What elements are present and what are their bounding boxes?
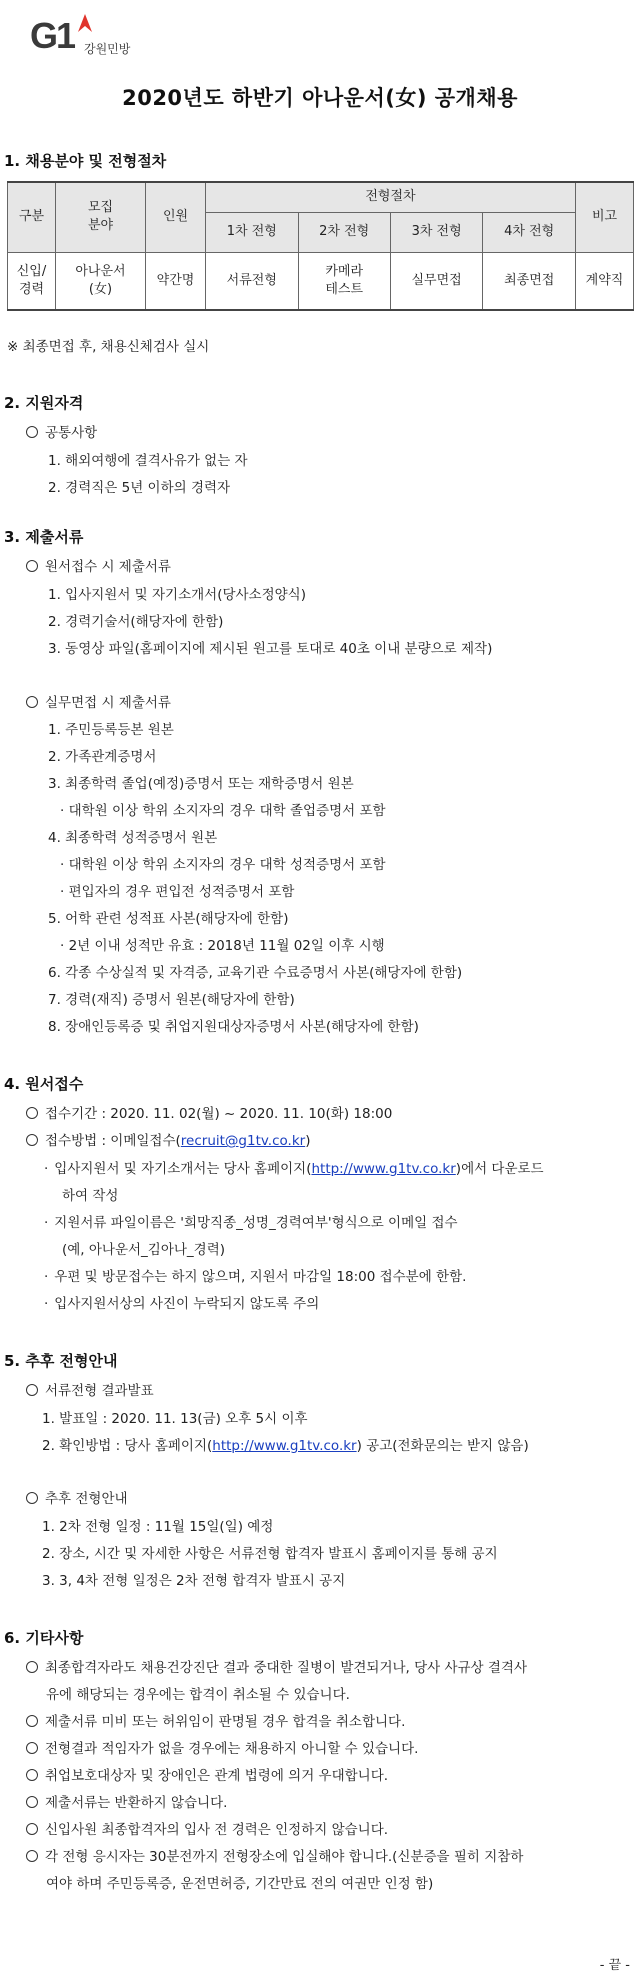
homepage-link[interactable]: http://www.g1tv.co.kr <box>212 1438 357 1454</box>
circle-bullet-icon <box>26 1492 38 1504</box>
list-subitem: · 대학원 이상 학위 소지자의 경우 대학 성적증명서 포함 <box>60 857 386 873</box>
th-field: 모집 분야 <box>56 182 146 252</box>
circle-bullet-icon <box>26 1384 38 1396</box>
circle-bullet-icon <box>26 696 38 708</box>
etc-item: 신입사원 최종합격자의 입사 전 경력은 인정하지 않습니다. <box>26 1821 388 1839</box>
th-note: 비고 <box>576 182 634 252</box>
etc-item: 취업보호대상자 및 장애인은 관계 법령에 의거 우대합니다. <box>26 1767 388 1785</box>
th-type: 구분 <box>8 182 56 252</box>
cell-count: 약간명 <box>146 252 206 310</box>
th-process: 전형절차 <box>206 182 576 212</box>
section-heading-6: 6. 기타사항 <box>4 1629 84 1647</box>
homepage-link[interactable]: http://www.g1tv.co.kr <box>311 1161 456 1177</box>
circle-bullet-icon <box>26 1107 38 1119</box>
circle-bullet-icon <box>26 1769 38 1781</box>
section-heading-5: 5. 추후 전형안내 <box>4 1352 118 1370</box>
recruit-email-link[interactable]: recruit@g1tv.co.kr <box>180 1133 306 1149</box>
list-item: 3. 동영상 파일(홈페이지에 제시된 원고를 토대로 40초 이내 분량으로 제작) <box>48 641 493 657</box>
logo-mark-icon <box>74 12 96 34</box>
list-item: 1. 입사지원서 및 자기소개서(당사소정양식) <box>48 587 306 603</box>
list-item: 7. 경력(재직) 증명서 원본(해당자에 한함) <box>48 992 295 1008</box>
etc-item-cont: 여야 하며 주민등록증, 운전면허증, 기간만료 전의 여권만 인정 함) <box>46 1876 434 1892</box>
list-subitem: · 편입자의 경우 편입전 성적증명서 포함 <box>60 884 295 900</box>
etc-item: 전형결과 적임자가 없을 경우에는 채용하지 아니할 수 있습니다. <box>26 1740 418 1758</box>
etc-item: 제출서류는 반환하지 않습니다. <box>26 1794 227 1812</box>
cell-field: 아나운서 (女) <box>56 252 146 310</box>
th-step-2: 2차 전형 <box>298 212 390 252</box>
circle-bullet-icon <box>26 1823 38 1835</box>
list-item: 6. 각종 수상실적 및 자격증, 교육기관 수료증명서 사본(해당자에 한함) <box>48 965 463 981</box>
list-item: 2. 경력기술서(해당자에 한함) <box>48 614 224 630</box>
section-heading-2: 2. 지원자격 <box>4 394 84 412</box>
list-item: 1. 2차 전형 일정 : 11월 15일(일) 예정 <box>42 1519 274 1535</box>
application-method: 접수방법 : 이메일접수(recruit@g1tv.co.kr) <box>26 1132 310 1150</box>
circle-bullet-icon <box>26 560 38 572</box>
notice-bullet-cont: (예, 아나운서_김아나_경력) <box>62 1242 226 1258</box>
cell-step-4: 최종면접 <box>483 252 576 310</box>
footnote: ※ 최종면접 후, 채용신체검사 실시 <box>7 339 210 355</box>
list-item: 8. 장애인등록증 및 취업지원대상자증명서 사본(해당자에 한함) <box>48 1019 419 1035</box>
circle-bullet-icon <box>26 1661 38 1673</box>
cell-type: 신입/ 경력 <box>8 252 56 310</box>
notice-bullet: · 입사지원서 및 자기소개서는 당사 홈페이지(http://www.g1tv.co.kr)에서 다운로드 <box>44 1161 544 1177</box>
section-heading-1: 1. 채용분야 및 전형절차 <box>4 152 167 170</box>
circle-bullet-icon <box>26 426 38 438</box>
section-heading-4: 4. 원서접수 <box>4 1075 84 1093</box>
list-item: 2. 장소, 시간 및 자세한 사항은 서류전형 합격자 발표시 홈페이지를 통해 공지 <box>42 1546 498 1562</box>
circle-bullet-icon <box>26 1134 38 1146</box>
list-item: 3. 3, 4차 전형 일정은 2차 전형 합격자 발표시 공지 <box>42 1573 346 1589</box>
circle-bullet-icon <box>26 1796 38 1808</box>
group-application-docs: 원서접수 시 제출서류 <box>26 558 171 576</box>
list-item: 4. 최종학력 성적증명서 원본 <box>48 830 218 846</box>
etc-item: 최종합격자라도 채용건강진단 결과 중대한 질병이 발견되거나, 당사 사규상 결격사 <box>26 1659 527 1677</box>
cell-step-2: 카메라 테스트 <box>298 252 390 310</box>
cell-step-3: 실무면접 <box>390 252 483 310</box>
end-marker: - 끝 - <box>599 1958 630 1973</box>
group-interview-docs: 실무면접 시 제출서류 <box>26 694 171 712</box>
th-step-4: 4차 전형 <box>483 212 576 252</box>
list-item: 1. 해외여행에 결격사유가 없는 자 <box>48 453 248 469</box>
notice-bullet: · 입사지원서상의 사진이 누락되지 않도록 주의 <box>44 1296 320 1312</box>
notice-bullet: · 지원서류 파일이름은 '희망직종_성명_경력여부'형식으로 이메일 접수 <box>44 1215 458 1231</box>
list-subitem: · 대학원 이상 학위 소지자의 경우 대학 졸업증명서 포함 <box>60 803 386 819</box>
section-heading-3: 3. 제출서류 <box>4 528 84 546</box>
list-item: 1. 발표일 : 2020. 11. 13(금) 오후 5시 이후 <box>42 1411 308 1427</box>
list-subitem: · 2년 이내 성적만 유효 : 2018년 11월 02일 이후 시행 <box>60 938 385 954</box>
etc-item: 제출서류 미비 또는 허위임이 판명될 경우 합격을 취소합니다. <box>26 1713 405 1731</box>
cell-step-1: 서류전형 <box>206 252 299 310</box>
cell-note: 계약직 <box>576 252 634 310</box>
logo-brand: G1 <box>30 15 75 56</box>
circle-bullet-icon <box>26 1715 38 1727</box>
list-item: 2. 가족관계증명서 <box>48 749 157 765</box>
th-step-3: 3차 전형 <box>390 212 483 252</box>
etc-item: 각 전형 응시자는 30분전까지 전형장소에 입실해야 합니다.(신분증을 필히 지참하 <box>26 1848 523 1866</box>
g1-logo <box>30 8 170 56</box>
group-screening-result: 서류전형 결과발표 <box>26 1382 154 1400</box>
etc-item-cont: 유에 해당되는 경우에는 합격이 취소될 수 있습니다. <box>46 1687 350 1703</box>
group-further-screening: 추후 전형안내 <box>26 1490 128 1508</box>
group-common: 공통사항 <box>26 424 97 442</box>
list-item: 2. 확인방법 : 당사 홈페이지(http://www.g1tv.co.kr) 공고(전화문의는 받지 않음) <box>42 1438 529 1454</box>
list-item: 2. 경력직은 5년 이하의 경력자 <box>48 480 231 496</box>
list-item: 3. 최종학력 졸업(예정)증명서 또는 재학증명서 원본 <box>48 776 354 792</box>
th-count: 인원 <box>146 182 206 252</box>
list-item: 5. 어학 관련 성적표 사본(해당자에 한함) <box>48 911 289 927</box>
circle-bullet-icon <box>26 1742 38 1754</box>
process-table <box>7 181 634 311</box>
notice-bullet-cont: 하여 작성 <box>62 1188 119 1204</box>
application-period: 접수기간 : 2020. 11. 02(월) ~ 2020. 11. 10(화) 18:00 <box>26 1105 392 1123</box>
th-step-1: 1차 전형 <box>206 212 299 252</box>
circle-bullet-icon <box>26 1850 38 1862</box>
notice-bullet: · 우편 및 방문접수는 하지 않으며, 지원서 마감일 18:00 접수분에 한함. <box>44 1269 467 1285</box>
logo-subtitle: 강원민방 <box>84 42 131 56</box>
page-title: 2020년도 하반기 아나운서(女) 공개채용 <box>122 86 518 110</box>
list-item: 1. 주민등록등본 원본 <box>48 722 174 738</box>
